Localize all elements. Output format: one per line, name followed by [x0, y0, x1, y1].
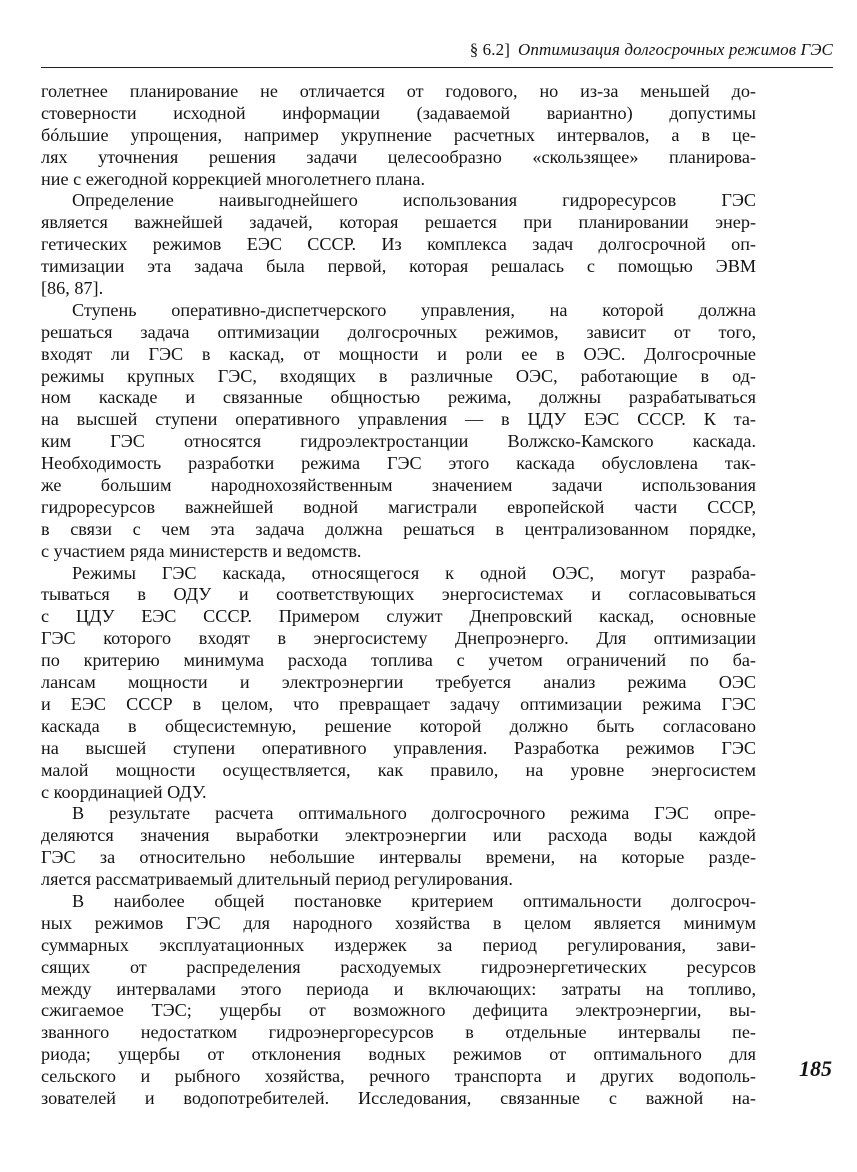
section-reference: § 6.2] [469, 40, 510, 59]
text-line: тимизации эта задача была первой, которая решалась с помощью ЭВМ [41, 256, 756, 277]
text-line: Режимы ГЭС каскада, относящегося к одной ОЭС, могут разраба- [72, 562, 756, 583]
paragraph [41, 803, 756, 891]
text-line: режимы крупных ГЭС, входящих в различные ОЭС, работающие в од- [41, 365, 756, 386]
text-line: ных режимов ГЭС для народного хозяйства в целом является минимум [41, 912, 756, 933]
text-line: тываться в ОДУ и соответствующих энергосистемах и согласовываться [41, 584, 756, 605]
text-line: Определение наивыгоднейшего использования гидроресурсов ГЭС [72, 190, 756, 211]
text-line: гидроресурсов важнейшей водной магистрали европейской части СССР, [41, 496, 756, 517]
text-line: каскада в общесистемную, решение которой должно быть согласовано [41, 715, 756, 736]
paragraph [41, 300, 756, 563]
text-line: деляются значения выработки электроэнергии или расхода воды каждой [41, 825, 756, 846]
paragraph [41, 190, 756, 299]
text-line: риода; ущербы от отклонения водных режимов от оптимального для [41, 1044, 756, 1065]
text-line: на высшей ступени оперативного управления. Разработка режимов ГЭС [41, 737, 756, 758]
text-line: бóльшие упрощения, например укрупнение расчетных интервалов, а в це- [41, 124, 756, 145]
text-line: на высшей ступени оперативного управления — в ЦДУ ЕЭС СССР. К та- [41, 409, 756, 430]
text-line: Ступень оперативно-диспетчерского управления, на которой должна [72, 299, 756, 320]
text-line: зователей и водопотребителей. Исследования, связанные с важной на- [41, 1087, 756, 1108]
text-line: ким ГЭС относятся гидроэлектростанции Волжско-Камского каскада. [41, 431, 756, 452]
text-line: голетнее планирование не отличается от годового, но из-за меньшей до- [41, 81, 756, 101]
header-rule [41, 67, 833, 68]
text-line: сящих от распределения расходуемых гидроэнергетических ресурсов [41, 956, 756, 977]
text-line: суммарных эксплуатационных издержек за период регулирования, зави- [41, 934, 756, 955]
text-line: ние с ежегодной коррекцией многолетнего плана. [41, 168, 426, 189]
text-line: Необходимость разработки режима ГЭС этого каскада обусловлена так- [41, 453, 756, 474]
text-line: гетических режимов ЕЭС СССР. Из комплекса задач долгосрочной оп- [41, 234, 756, 255]
header-text [470, 40, 833, 60]
paragraph [41, 563, 756, 804]
text-line: с участием ряда министерств и ведомств. [41, 540, 362, 561]
text-line: является важнейшей задачей, которая решается при планировании энер- [41, 212, 756, 233]
text-line: с ЦДУ ЕЭС СССР. Примером служит Днепровский каскад, основные [41, 606, 756, 627]
text-line: ГЭС за относительно небольшие интервалы времени, на которые разде- [41, 847, 756, 868]
text-line: малой мощности осуществляется, как правило, на уровне энергосистем [41, 759, 756, 780]
page-number: 185 [799, 1056, 832, 1081]
text-line: В результате расчета оптимального долгосрочного режима ГЭС опре- [72, 803, 756, 824]
text-line: же большим народнохозяйственным значением задачи использования [41, 475, 756, 496]
text-line: между интервалами этого периода и включающих: затраты на топливо, [41, 978, 756, 999]
text-line: по критерию минимума расхода топлива с учетом ограничений по ба- [41, 650, 756, 671]
body-text [41, 81, 756, 1110]
text-line: сжигаемое ТЭС; ущербы от возможного дефицита электроэнергии, вы- [41, 1000, 756, 1021]
paragraph [41, 891, 756, 1110]
header-title: Оптимизация долгосрочных режимов ГЭС [517, 40, 833, 59]
text-line: с координацией ОДУ. [41, 781, 207, 802]
text-line: входят ли ГЭС в каскад, от мощности и роли ее в ОЭС. Долгосрочные [41, 343, 756, 364]
text-line: ляется рассматриваемый длительный период регулирования. [41, 869, 513, 890]
text-line: и ЕЭС СССР в целом, что превращает задачу оптимизации режима ГЭС [41, 693, 756, 714]
text-line: [86, 87]. [41, 278, 104, 299]
text-line: стоверности исходной информации (задаваемой вариантно) допустимы [41, 102, 756, 123]
running-header [41, 40, 833, 68]
text-line: решаться задача оптимизации долгосрочных режимов, зависит от того, [41, 321, 756, 342]
text-line: в связи с чем эта задача должна решаться в централизованном порядке, [41, 518, 756, 539]
text-line: званного недостатком гидроэнергоресурсов в отдельные интервалы пе- [41, 1022, 756, 1043]
text-line: ГЭС которого входят в энергосистему Днепроэнерго. Для оптимизации [41, 628, 756, 649]
text-line: сельского и рыбного хозяйства, речного транспорта и других водополь- [41, 1066, 756, 1087]
paragraph [41, 81, 756, 190]
text-line: лансам мощности и электроэнергии требуется анализ режима ОЭС [41, 672, 756, 693]
text-line: В наиболее общей постановке критерием оптимальности долгосроч- [72, 890, 756, 911]
text-line: лях уточнения решения задачи целесообразно «скользящее» планирова- [41, 146, 756, 167]
text-line: ном каскаде и связанные общностью режима, должны разрабатываться [41, 387, 756, 408]
